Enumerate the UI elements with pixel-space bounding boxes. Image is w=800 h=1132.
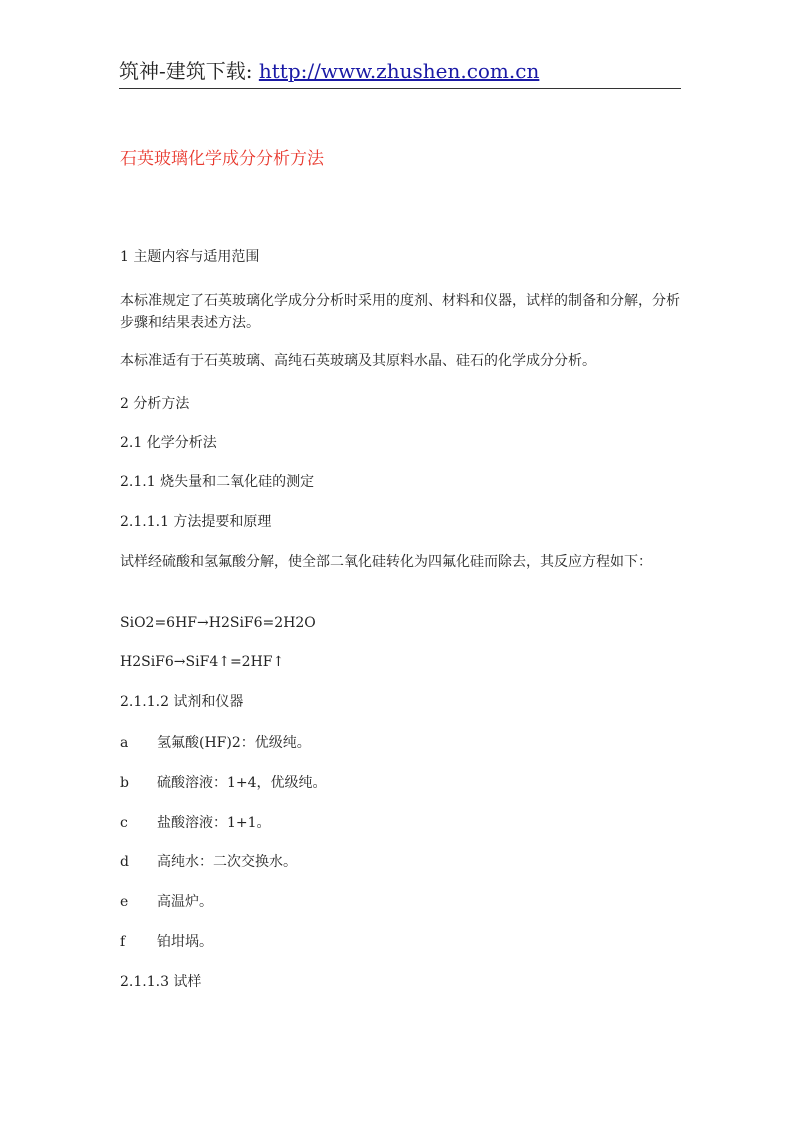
site-label: 筑神-建筑下载: <box>119 59 259 83</box>
section-2-1-1-3-heading: 2.1.1.3 试样 <box>120 974 202 990</box>
section-1-paragraph-2: 本标准适有于石英玻璃、高纯石英玻璃及其原料水晶、硅石的化学成分分析。 <box>120 353 596 369</box>
document-title: 石英玻璃化学成分分析方法 <box>120 149 324 169</box>
reagent-item-f <box>120 931 213 953</box>
section-1-paragraph-1: 本标准规定了石英玻璃化学成分分析时采用的度剂、材料和仪器，试样的制备和分解，分析步骤和结果表述方法。 <box>120 293 680 331</box>
section-2-1-1-1-heading: 2.1.1.1 方法提要和原理 <box>120 514 272 530</box>
reagent-item-d <box>120 851 297 873</box>
header-title <box>119 58 539 84</box>
reagent-item-b <box>120 772 327 794</box>
reagent-item-a <box>120 732 311 754</box>
reagent-text: 高温炉。 <box>157 894 213 910</box>
section-2-1-heading: 2.1 化学分析法 <box>120 435 217 451</box>
principle-paragraph: 试样经硫酸和氢氟酸分解，使全部二氧化硅转化为四氟化硅而除去，其反应方程如下： <box>120 554 652 570</box>
list-marker: a <box>120 735 129 751</box>
reaction-equation-2: H2SiF6→SiF4↑=2HF↑ <box>120 654 285 670</box>
section-2-1-1-2-heading: 2.1.1.2 试剂和仪器 <box>120 694 244 710</box>
list-marker: c <box>120 815 128 831</box>
list-marker: e <box>120 894 129 910</box>
reagent-text: 氢氟酸(HF)2：优级纯。 <box>157 735 311 751</box>
reagent-text: 盐酸溶液：1+1。 <box>157 815 271 831</box>
reagent-text: 硫酸溶液：1+4，优级纯。 <box>157 775 327 791</box>
reagent-text: 高纯水：二次交换水。 <box>157 854 297 870</box>
site-url-link[interactable]: http://www.zhushen.com.cn <box>258 59 540 83</box>
section-1-heading: 1 主题内容与适用范围 <box>120 249 260 265</box>
list-marker: b <box>120 775 129 791</box>
reaction-equation-1: SiO2=6HF→H2SiF6=2H2O <box>120 615 316 631</box>
section-2-heading: 2 分析方法 <box>120 396 190 412</box>
reagent-item-c <box>120 812 271 834</box>
page-header <box>119 56 681 89</box>
list-marker: f <box>120 934 126 950</box>
section-2-1-1-heading: 2.1.1 烧失量和二氧化硅的测定 <box>120 474 315 490</box>
list-marker: d <box>120 854 129 870</box>
reagent-item-e <box>120 891 213 913</box>
reagent-text: 铂坩埚。 <box>157 934 213 950</box>
